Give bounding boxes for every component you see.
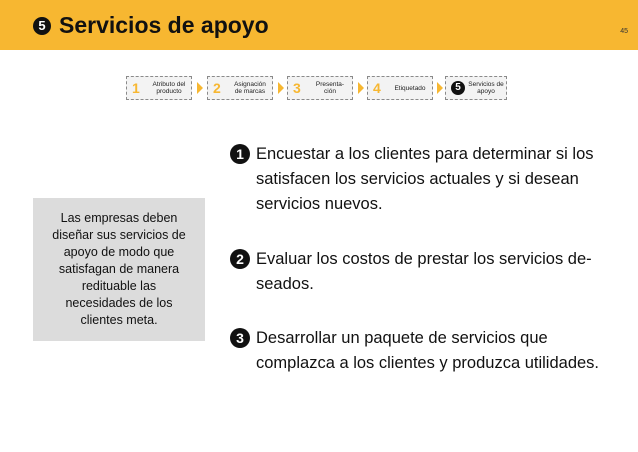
page-title: Servicios de apoyo [59,12,269,38]
chevron-right-icon [278,82,284,94]
step-4 [367,76,433,100]
item-number-badge: 3 [230,328,250,348]
step-number: 3 [293,80,301,96]
step-5 [445,76,507,100]
item-number-badge: 2 [230,249,250,269]
step-number: 2 [213,80,221,96]
step-1 [126,76,192,100]
chevron-right-icon [197,82,203,94]
item-text: Evaluar los costos de prestar los servicios de-seados. [256,250,592,293]
step-3 [287,76,353,100]
step-label: Atributo del producto [152,81,186,95]
step-2 [207,76,273,100]
section-number-badge: 5 [33,17,51,35]
item-number-badge: 1 [230,144,250,164]
step-label: Servicios de apoyo [468,81,504,95]
step-label: Presenta-ción [315,81,345,95]
page-number: 45 [620,28,628,35]
step-label: Asignación de marcas [234,81,266,95]
summary-box [33,198,205,341]
item-text: Encuestar a los clientes para determinar si los satisfacen los servicios actuales y si desean servicios nuevos. [256,145,594,213]
process-steps [0,0,638,110]
step-label: Etiquetado [394,84,426,92]
summary-text: Las empresas deben diseñar sus servicios de apoyo de modo que satisfagan de manera redituable las necesidades de los clientes meta. [52,211,186,327]
chevron-right-icon [358,82,364,94]
step-number: 4 [373,80,381,96]
step-number: 1 [132,80,140,96]
chevron-right-icon [437,82,443,94]
step-number: 5 [451,81,465,95]
item-text: Desarrollar un paquete de servicios que complazca a los clientes y produzca utilidades. [256,329,600,372]
